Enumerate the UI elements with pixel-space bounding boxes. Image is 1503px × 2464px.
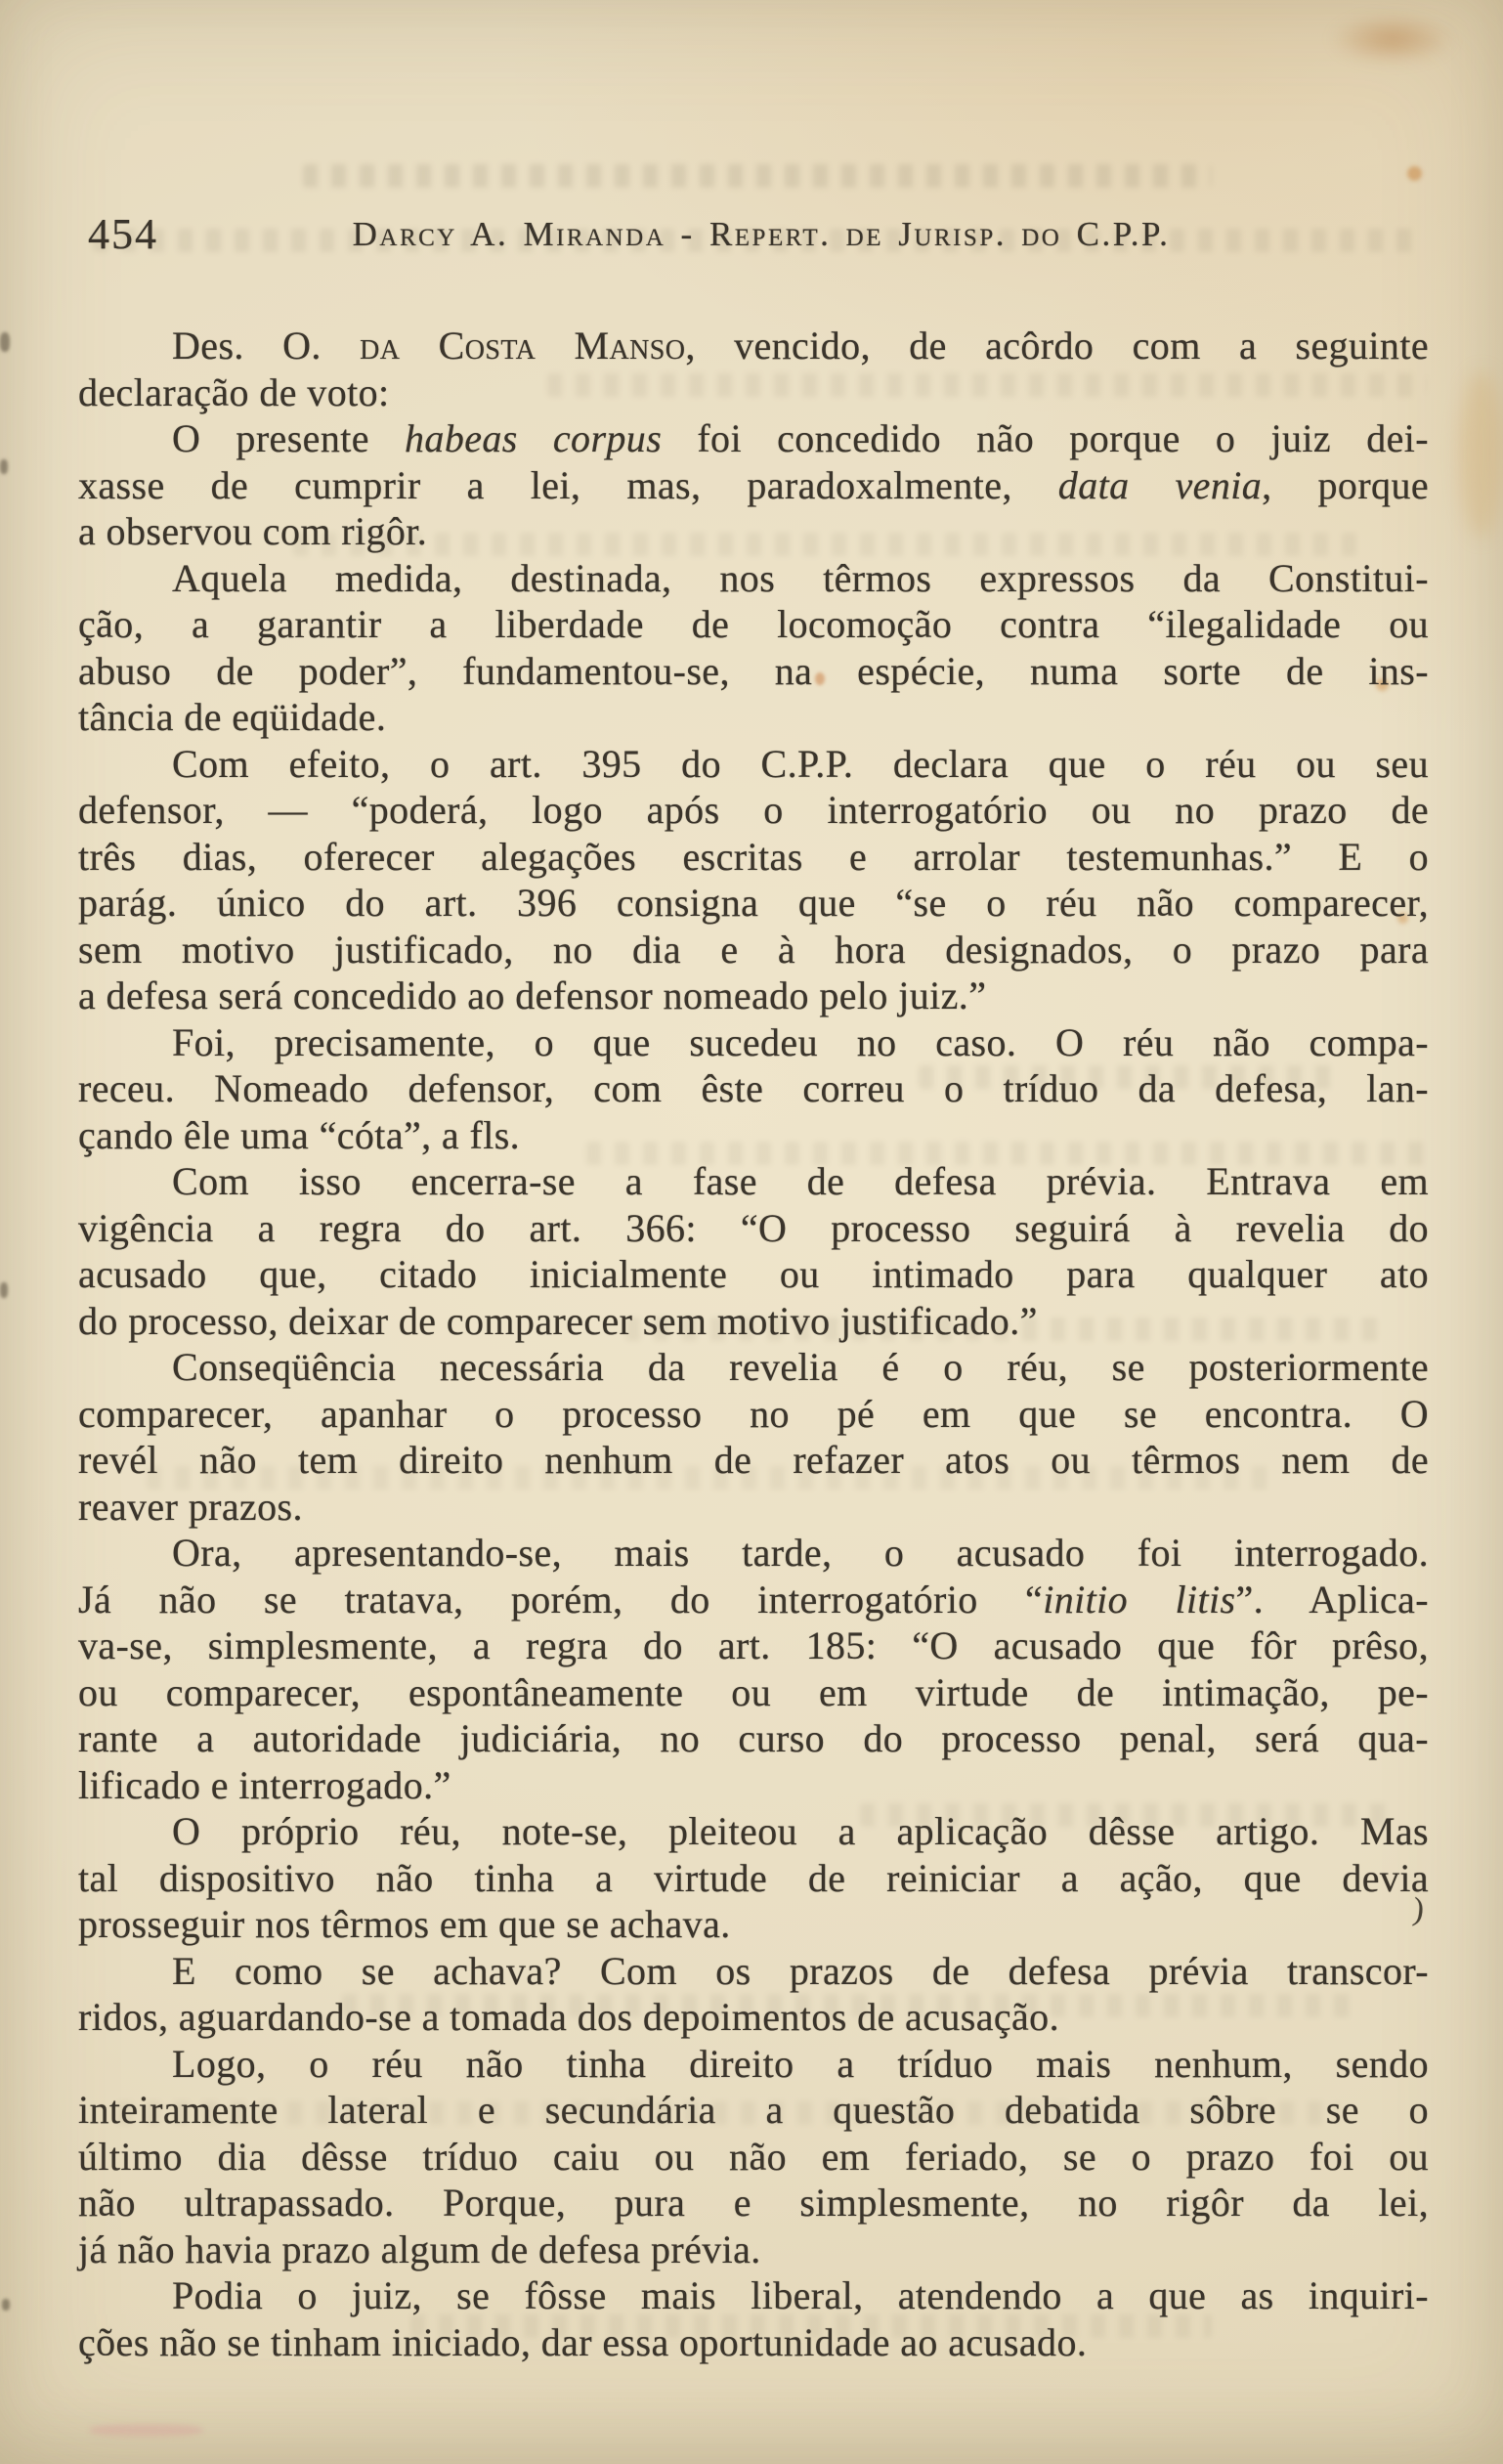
bleedthrough-artifact (303, 164, 1212, 188)
text-line (78, 369, 1429, 416)
text-line (78, 1669, 1429, 1716)
stain-artifact (1329, 14, 1456, 65)
edge-speck-artifact (0, 1282, 8, 1298)
text-segment: tância de eqüidade. (78, 695, 387, 739)
paragraph (78, 415, 1429, 555)
text-segment: sem motivo justificado, no dia e à hora designados, o prazo para (78, 927, 1429, 972)
text-segment: último dia dêsse tríduo caiu ou não em feriado, se o prazo foi ou (78, 2134, 1429, 2179)
text-line (78, 1112, 1429, 1159)
text-segment: Logo, o réu não tinha direito a tríduo mais nenhum, sendo (172, 2041, 1429, 2086)
text-segment: Foi, precisamente, o que sucedeu no caso. O réu não compa- (172, 1019, 1429, 1064)
text-segment: vigência a regra do art. 366: “O processo seguirá à revelia do (78, 1205, 1429, 1250)
italic-text: habeas corpus (405, 416, 663, 460)
stain-artifact (1407, 166, 1422, 181)
text-line (78, 927, 1429, 973)
text-segment: E como se achava? Com os prazos de defesa prévia transcor- (172, 1948, 1429, 1993)
text-line (78, 1901, 1429, 1948)
italic-text: data venia (1057, 462, 1263, 507)
text-segment: Podia o juiz, se fôsse mais liberal, atendendo a que as inquiri- (172, 2273, 1429, 2317)
text-segment: já não havia prazo algum de defesa prévia. (78, 2226, 761, 2271)
text-line (78, 2087, 1429, 2134)
text-line (78, 648, 1429, 695)
text-line (78, 508, 1429, 555)
paragraph (78, 1344, 1429, 1530)
paragraph (78, 1158, 1429, 1344)
paragraph (78, 1808, 1429, 1948)
smallcaps-text: O. da Costa Manso (282, 324, 686, 367)
text-line (78, 973, 1429, 1019)
text-segment: parág. único do art. 396 consigna que “se o réu não comparecer, (78, 881, 1429, 925)
text-segment: comparecer, apanhar o processo no pé em que se encontra. O (78, 1391, 1429, 1436)
text-line (78, 1065, 1429, 1112)
text-segment: tal dispositivo não tinha a virtude de reiniciar a ação, que devia (78, 1855, 1429, 1900)
stain-artifact (90, 2424, 202, 2437)
paragraph (78, 1530, 1429, 1808)
text-segment: O próprio réu, note-se, pleiteou a aplicação dêsse artigo. Mas (172, 1809, 1429, 1853)
paragraph (78, 2041, 1429, 2273)
text-line (78, 1298, 1429, 1345)
paragraph (78, 2272, 1429, 2365)
text-segment: ridos, aguardando-se a tomada dos depoimentos de acusação. (78, 1995, 1059, 2039)
text-segment: do processo, deixar de comparecer sem motivo justificado.” (78, 1298, 1038, 1343)
text-line (78, 880, 1429, 927)
text-segment: receu. Nomeado defensor, com êste correu o tríduo da defesa, lan- (78, 1066, 1429, 1110)
text-segment: foi concedido não porque o juiz dei- (662, 416, 1429, 460)
text-line (78, 1484, 1429, 1531)
text-segment: três dias, oferecer alegações escritas e arrolar testemunhas.” E o (78, 834, 1429, 879)
text-segment: Com isso encerra-se a fase de defesa prévia. Entrava em (172, 1159, 1429, 1203)
page-header (78, 208, 1444, 261)
text-line (78, 787, 1429, 834)
text-line (78, 2180, 1429, 2226)
edge-speck-artifact (0, 459, 8, 474)
text-line (78, 601, 1429, 648)
text-line (78, 2319, 1429, 2366)
paragraph (78, 1948, 1429, 2041)
edge-speck-artifact (2, 2299, 10, 2311)
text-line (78, 2226, 1429, 2273)
text-segment: çando êle uma “cóta”, a fls. (78, 1112, 521, 1157)
text-segment: ção, a garantir a liberdade de locomoção contra “ilegalidade ou (78, 602, 1429, 646)
paragraph (78, 555, 1429, 741)
page-number: 454 (88, 210, 158, 258)
text-segment: não ultrapassado. Porque, pura e simplesmente, no rigôr da lei, (78, 2181, 1429, 2225)
paragraph (78, 741, 1429, 1019)
text-line (78, 741, 1429, 788)
text-line (78, 1344, 1429, 1391)
text-line (78, 1762, 1429, 1809)
text-line (78, 2134, 1429, 2181)
text-segment: lificado e interrogado.” (78, 1762, 451, 1807)
text-block (78, 323, 1429, 2365)
text-segment: Des. (172, 324, 283, 367)
text-line (78, 555, 1429, 602)
text-line (78, 1715, 1429, 1762)
text-line (78, 1437, 1429, 1484)
text-line (78, 1530, 1429, 1577)
text-segment: O presente (172, 416, 406, 460)
text-line (78, 1622, 1429, 1669)
text-line (78, 415, 1429, 462)
edge-speck-artifact (0, 332, 10, 352)
text-segment: reaver prazos. (78, 1484, 303, 1529)
text-line (78, 462, 1429, 509)
text-line (78, 323, 1429, 369)
text-segment: rante a autoridade judiciária, no curso do processo penal, será qua- (78, 1716, 1429, 1760)
text-line (78, 2041, 1429, 2088)
text-segment: prosseguir nos têrmos em que se achava. (78, 1902, 731, 1946)
text-segment: Já não se tratava, porém, do interrogatório “ (78, 1577, 1044, 1621)
italic-text: initio litis (1043, 1577, 1236, 1621)
text-segment: va-se, simplesmente, a regra do art. 185: “O acusado que fôr prêso, (78, 1623, 1429, 1667)
text-line (78, 1994, 1429, 2041)
text-segment: Conseqüência necessária da revelia é o réu, se posteriormente (172, 1345, 1429, 1389)
text-line (78, 1158, 1429, 1205)
stain-artifact (1460, 371, 1503, 538)
text-segment: ou comparecer, espontâneamente ou em virtude de intimação, pe- (78, 1669, 1429, 1714)
text-line (78, 834, 1429, 881)
ink-artifact: ) (1411, 1891, 1426, 1928)
text-segment: abuso de poder”, fundamentou-se, na espécie, numa sorte de ins- (78, 648, 1429, 693)
running-title: Darcy A. Miranda - Repert. de Jurisp. do C.P.P. (352, 215, 1171, 253)
text-segment: acusado que, citado inicialmente ou intimado para qualquer ato (78, 1252, 1429, 1296)
text-segment: , vencido, de acôrdo com a seguinte (685, 324, 1430, 367)
text-segment: ”. Aplica- (1235, 1577, 1429, 1621)
paragraph (78, 323, 1429, 415)
text-segment: xasse de cumprir a lei, mas, paradoxalmente, (78, 462, 1058, 507)
text-segment: ções não se tinham iniciado, dar essa oportunidade ao acusado. (78, 2319, 1088, 2364)
text-segment: a defesa será concedido ao defensor nomeado pelo juiz.” (78, 973, 987, 1017)
text-line (78, 1855, 1429, 1902)
text-segment: declaração de voto: (78, 369, 390, 414)
text-line (78, 2272, 1429, 2319)
text-segment: defensor, — “poderá, logo após o interrogatório ou no prazo de (78, 788, 1429, 832)
text-line (78, 1205, 1429, 1252)
text-line (78, 1808, 1429, 1855)
text-line (78, 1251, 1429, 1298)
text-segment: revél não tem direito nenhum de refazer atos ou têrmos nem de (78, 1438, 1429, 1482)
text-line (78, 1019, 1429, 1066)
text-segment: Ora, apresentando-se, mais tarde, o acusado foi interrogado. (172, 1531, 1429, 1575)
text-line (78, 1948, 1429, 1995)
text-line (78, 1577, 1429, 1623)
text-line (78, 694, 1429, 741)
text-segment: inteiramente lateral e secundária a questão debatida sôbre se o (78, 2088, 1429, 2132)
text-segment: Aquela medida, destinada, nos têrmos expressos da Constitui- (172, 555, 1429, 600)
text-segment: Com efeito, o art. 395 do C.P.P. declara que o réu ou seu (172, 741, 1429, 786)
text-segment: , porque (1262, 462, 1430, 507)
text-segment: a observou com rigôr. (78, 509, 428, 553)
paragraph (78, 1019, 1429, 1159)
text-line (78, 1391, 1429, 1438)
